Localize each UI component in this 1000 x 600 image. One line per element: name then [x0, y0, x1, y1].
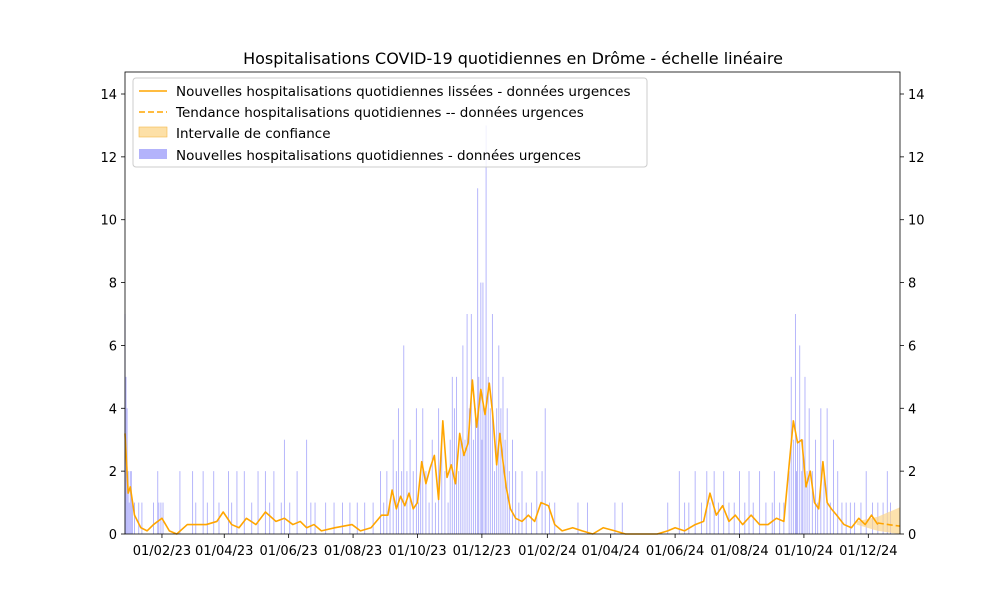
y-tick-label-left: 12	[100, 150, 117, 166]
bar	[401, 471, 402, 534]
bar	[477, 188, 478, 534]
bar	[789, 471, 790, 534]
x-tick-label: 01/12/23	[452, 544, 512, 559]
bar	[306, 440, 307, 534]
legend-swatch-confidence	[139, 127, 167, 137]
bar	[587, 503, 588, 534]
y-tick-label-right: 0	[908, 528, 917, 543]
bar	[265, 471, 266, 534]
bar	[496, 408, 497, 534]
x-tick-label: 01/08/24	[710, 544, 769, 559]
bar	[797, 440, 798, 534]
bar	[485, 408, 486, 534]
bar	[820, 408, 821, 534]
bar	[435, 503, 436, 534]
bar	[231, 503, 232, 534]
bar	[315, 503, 316, 534]
bar	[846, 503, 847, 534]
bar	[723, 471, 724, 534]
bar	[518, 503, 519, 534]
bar	[284, 440, 285, 534]
bar	[179, 471, 180, 534]
bar	[473, 440, 474, 534]
bar	[837, 471, 838, 534]
bar	[131, 471, 132, 534]
bar	[667, 503, 668, 534]
bar	[709, 503, 710, 534]
bar	[228, 471, 229, 534]
bar	[774, 471, 775, 534]
bar	[297, 471, 298, 534]
bar	[765, 503, 766, 534]
bar	[739, 471, 740, 534]
bar	[450, 440, 451, 534]
bar	[793, 440, 794, 534]
legend-label-bars: Nouvelles hospitalisations quotidiennes - données urgences	[176, 148, 581, 164]
bar	[396, 471, 397, 534]
y-tick-label-right: 2	[908, 465, 917, 481]
bar	[512, 440, 513, 534]
x-tick-label: 01/04/23	[195, 544, 254, 559]
legend-label-trend: Tendance hospitalisations quotidiennes -- données urgences	[176, 105, 584, 121]
bar	[462, 345, 463, 534]
bar	[418, 503, 419, 534]
bar	[791, 377, 792, 534]
bar	[805, 377, 806, 534]
bar	[460, 440, 461, 534]
bar	[860, 503, 861, 534]
bar	[841, 503, 842, 534]
legend-label-confidence: Intervalle de confiance	[176, 126, 331, 142]
y-tick-label-right: 4	[908, 402, 917, 418]
bar	[614, 503, 615, 534]
bar	[130, 471, 131, 534]
bar	[718, 503, 719, 534]
bar	[438, 408, 439, 534]
bar	[273, 471, 274, 534]
y-tick-label-left: 6	[108, 339, 117, 355]
bar	[251, 503, 252, 534]
bar	[714, 471, 715, 534]
bar	[454, 408, 455, 534]
chart-title: Hospitalisations COVID-19 quotidiennes en Drôme - échelle linéaire	[243, 49, 783, 68]
bar	[342, 503, 343, 534]
bar	[456, 377, 457, 534]
bar	[515, 471, 516, 534]
bar	[244, 471, 245, 534]
bar	[458, 471, 459, 534]
x-tick-label: 01/10/24	[774, 544, 834, 559]
bar	[815, 440, 816, 534]
x-tick-label: 01/06/24	[645, 544, 705, 559]
bar	[701, 503, 702, 534]
bar	[444, 471, 445, 534]
bar	[373, 503, 374, 534]
bar	[827, 408, 828, 534]
legend	[133, 78, 647, 167]
legend-label-smoothed: Nouvelles hospitalisations quotidiennes lissées - données urgences	[176, 84, 631, 100]
bar	[799, 345, 800, 534]
bar	[393, 440, 394, 534]
bar	[213, 471, 214, 534]
bar	[129, 503, 130, 534]
x-tick-label: 01/04/24	[581, 544, 640, 559]
bar	[289, 503, 290, 534]
bar	[679, 471, 680, 534]
bar	[153, 503, 154, 534]
bar	[500, 408, 501, 534]
bar	[410, 440, 411, 534]
x-tick-label: 01/08/23	[323, 544, 383, 559]
bar	[258, 471, 259, 534]
bar	[452, 377, 453, 534]
bar	[796, 471, 797, 534]
bar	[779, 503, 780, 534]
bar	[854, 503, 855, 534]
bar	[158, 503, 159, 534]
bar	[157, 471, 158, 534]
bar	[138, 503, 139, 534]
y-tick-label-left: 2	[108, 465, 117, 481]
x-tick-label: 01/12/24	[839, 544, 898, 559]
y-tick-label-right: 10	[908, 213, 925, 229]
y-tick-label-right: 14	[908, 88, 925, 103]
bar	[413, 471, 414, 534]
bar	[398, 408, 399, 534]
bar	[207, 503, 208, 534]
y-tick-label-right: 8	[908, 276, 917, 292]
bar	[380, 471, 381, 534]
bar	[281, 503, 282, 534]
y-tick-label-left: 4	[108, 402, 117, 418]
bar	[744, 503, 745, 534]
x-tick-label: 01/02/24	[518, 544, 577, 559]
bar	[488, 377, 489, 534]
bar	[486, 125, 487, 534]
legend-swatch-bars	[139, 149, 167, 159]
y-tick-label-left: 10	[100, 213, 117, 229]
y-tick-label-left: 0	[108, 528, 117, 543]
y-tick-label-right: 6	[908, 339, 917, 355]
bar	[416, 408, 417, 534]
bar	[554, 503, 555, 534]
bar	[507, 408, 508, 534]
bar	[310, 503, 311, 534]
bar	[801, 471, 802, 534]
bar	[536, 471, 537, 534]
bar	[684, 503, 685, 534]
bar	[545, 408, 546, 534]
bar	[749, 471, 750, 534]
y-tick-label-left: 14	[100, 88, 117, 103]
bar	[448, 503, 449, 534]
bar	[833, 440, 834, 534]
bar	[728, 503, 729, 534]
y-tick-label-left: 8	[108, 276, 117, 292]
bar	[734, 503, 735, 534]
bar	[349, 503, 350, 534]
bar	[429, 503, 430, 534]
bar	[481, 440, 482, 534]
bar	[795, 314, 796, 534]
bar	[432, 440, 433, 534]
x-tick-label: 01/10/23	[388, 544, 447, 559]
x-tick-label: 01/02/23	[132, 544, 192, 559]
bar	[236, 471, 237, 534]
bar	[850, 503, 851, 534]
bar	[383, 503, 384, 534]
bar	[269, 503, 270, 534]
bar	[480, 283, 481, 534]
bar	[334, 503, 335, 534]
bar	[467, 314, 468, 534]
bar	[494, 471, 495, 534]
bar	[386, 471, 387, 534]
bar	[522, 471, 523, 534]
bar	[134, 503, 135, 534]
y-tick-label-right: 12	[908, 150, 925, 166]
bar	[622, 503, 623, 534]
bar	[195, 503, 196, 534]
bar	[471, 314, 472, 534]
x-tick-label: 01/06/23	[259, 544, 318, 559]
bar	[490, 408, 491, 534]
bar	[772, 503, 773, 534]
